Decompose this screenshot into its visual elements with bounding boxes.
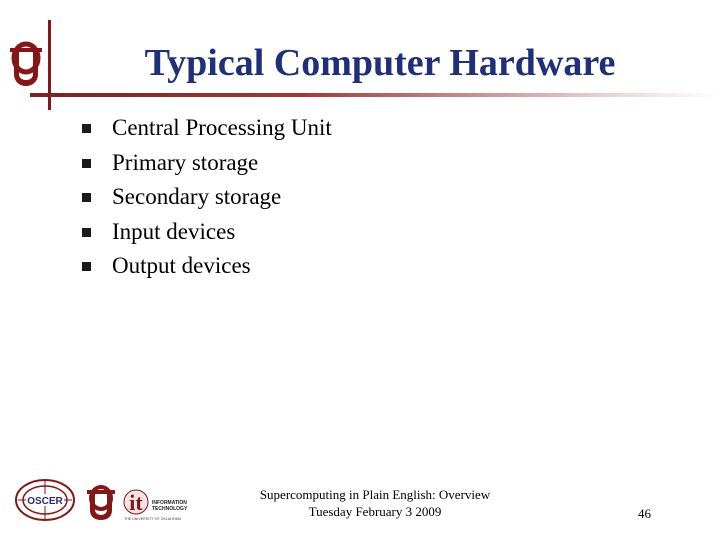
bullet-square-icon (82, 262, 91, 271)
oscer-logo-icon (14, 478, 76, 522)
slide-title: Typical Computer Hardware (144, 42, 616, 84)
svg-text:OSCER: OSCER (27, 496, 63, 507)
bullet-text: Central Processing Unit (112, 115, 332, 140)
page-number: 46 (638, 506, 651, 521)
ou-small-logo-icon (84, 484, 118, 524)
ou-logo-icon (6, 40, 46, 90)
bullet-square-icon (82, 159, 91, 168)
bullet-square-icon (82, 124, 91, 133)
svg-text:INFORMATION: INFORMATION (152, 500, 187, 506)
bullet-text: Primary storage (112, 149, 259, 175)
svg-text:TECHNOLOGY: TECHNOLOGY (152, 506, 188, 512)
svg-text:it: it (129, 490, 143, 515)
bullet-text: Output devices (112, 253, 251, 278)
footer-course-title: Supercomputing in Plain English: Overview (259, 487, 491, 502)
bullet-square-icon (82, 193, 91, 202)
footer-caption (230, 486, 520, 520)
bullet-text: Input devices (112, 218, 236, 244)
title-horizontal-rule (30, 93, 720, 97)
footer-date: Tuesday February 3 2009 (308, 504, 442, 519)
svg-text:THE UNIVERSITY OF OKLAHOMA: THE UNIVERSITY OF OKLAHOMA (124, 517, 182, 521)
bullet-square-icon (82, 228, 91, 237)
bullet-text: Secondary storage (112, 184, 282, 209)
information-technology-logo-icon (122, 484, 202, 522)
